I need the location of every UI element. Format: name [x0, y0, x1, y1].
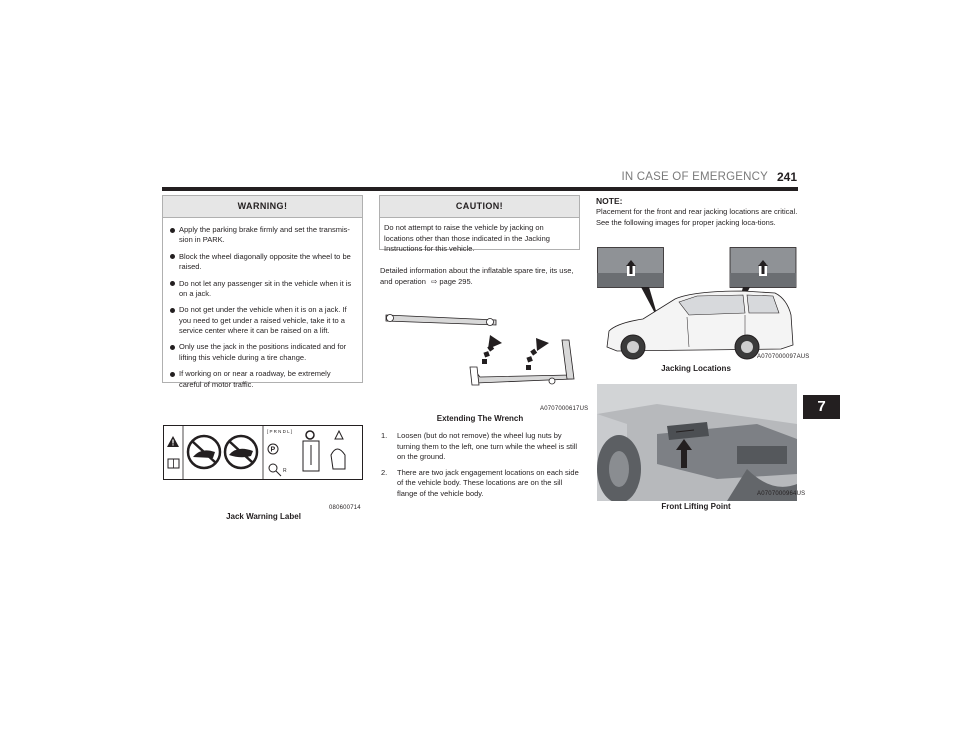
warning-list — [163, 218, 362, 390]
wrench-figure-image — [384, 305, 579, 407]
note-label: NOTE: — [596, 196, 623, 206]
step-number: 1. — [381, 431, 388, 440]
chapter-tab[interactable]: 7 — [803, 395, 840, 419]
wrench-ref-code: A0707000617US — [540, 406, 589, 412]
spare-info-text: Detailed information about the inflatable spare tire, its use, and operation — [380, 266, 574, 286]
caution-title: CAUTION! — [380, 196, 579, 218]
warning-item: If working on or near a roadway, be extremely careful of motor traffic. — [169, 369, 354, 390]
svg-text:[ P R N D L ]: [ P R N D L ] — [267, 429, 293, 434]
step-item — [381, 468, 580, 500]
step-number: 2. — [381, 467, 388, 477]
note-text: Placement for the front and rear jacking locations are critical. See the following images for proper jacking loca-tions. — [596, 207, 798, 227]
step-text: Loosen (but do not remove) the wheel lug nuts by turning them to the left, one turn while the wheel is still on the ground. — [397, 431, 578, 461]
warning-item: Block the wheel diagonally opposite the wheel to be raised. — [169, 252, 354, 273]
lifting-ref-code: A0707000964US — [757, 491, 806, 497]
jack-label-caption: Jack Warning Label — [226, 512, 301, 521]
step-item — [381, 431, 580, 463]
step-text: There are two jack engagement locations on each side of the vehicle body. These locations are on the sill flange of the vehicle body. — [397, 467, 579, 498]
warning-box — [162, 195, 363, 389]
lifting-caption: Front Lifting Point — [661, 502, 731, 511]
minivan-drawing — [597, 247, 797, 364]
warning-item: Only use the jack in the positions indicated and for lifting this vehicle during a tire change. — [169, 342, 354, 363]
wrench-drawing — [384, 305, 579, 407]
wrench-caption: Extending The Wrench — [436, 414, 524, 423]
caution-text: Do not attempt to raise the vehicle by jacking on locations other than those indicated in the Jacking Instructions for this vehicle. — [384, 223, 550, 253]
caution-box — [379, 195, 580, 253]
front-lifting-point-image — [597, 384, 797, 501]
warning-item: Do not get under the vehicle when it is on a jack. If you need to get under a raised vehicle, take it to a service center where it can be raised on a lift. — [169, 305, 354, 336]
jacking-steps — [381, 431, 580, 504]
spare-info-paragraph — [380, 265, 578, 287]
jack-label-ref-code: 080600714 — [329, 505, 361, 511]
svg-text:P: P — [270, 446, 276, 454]
page-number: 241 — [777, 170, 798, 184]
jack-label-pictograms — [163, 425, 363, 480]
warning-item: Apply the parking brake firmly and set the transmis-sion in PARK. — [169, 225, 354, 246]
underbody-photo — [597, 384, 797, 501]
warning-title: WARNING! — [163, 196, 362, 218]
jack-warning-label-image — [163, 425, 363, 480]
jacking-locations-image — [597, 247, 797, 364]
svg-text:R: R — [283, 468, 287, 474]
jacking-caption: Jacking Locations — [661, 364, 731, 373]
jacking-ref-code: A0707000097AUS — [757, 354, 810, 360]
header-rule — [162, 187, 798, 191]
section-title: IN CASE OF EMERGENCY — [621, 171, 768, 183]
page-ref-icon: ⇨ — [430, 277, 438, 286]
warning-item: Do not let any passenger sit in the vehicle when it is on a jack. — [169, 279, 354, 300]
page-ref-link[interactable]: page 295. — [439, 277, 473, 286]
